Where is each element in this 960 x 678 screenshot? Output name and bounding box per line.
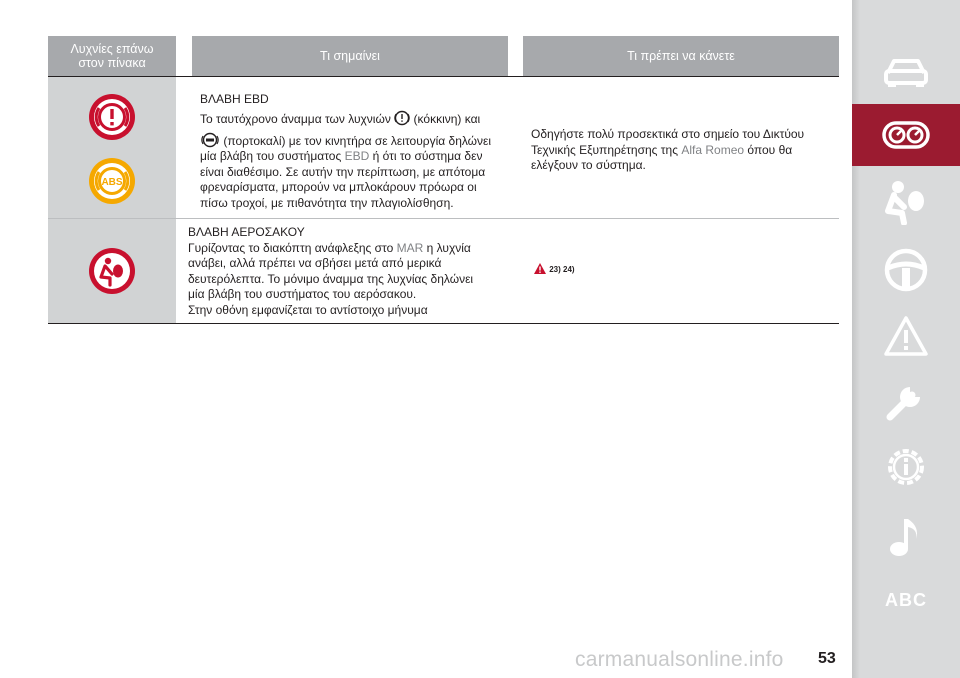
- sidebar-item-dashboard[interactable]: [852, 104, 960, 166]
- row2-description: ΒΛΑΒΗ ΑΕΡΟΣΑΚΟΥ Γυρίζοντας το διακόπτη ανάφλεξης στο MAR η λυχνία ανάβει, αλλά πρέπει να σβήσει μετά από μερικά δευτερόλεπτα. Το μόνιμο άναμμα της λυχνίας δηλώνει μία βλάβη του συστήματος του αερόσακου. Στην οθόνη εμφανίζεται το αντίστοιχο μήνυμα: [188, 225, 508, 318]
- warning-triangle-icon: [533, 262, 547, 275]
- row1-action: Οδηγήστε πολύ προσεκτικά στο σημείο του Δικτύου Τεχνικής Εξυπηρέτησης της Alfa Romeo όπου θα ελέγξουν το σύστημα.: [531, 127, 805, 172]
- sidebar-item-emergency[interactable]: [852, 306, 960, 366]
- header-action: Τι πρέπει να κάνετε: [523, 36, 839, 76]
- sidebar-item-car[interactable]: [852, 40, 960, 102]
- sidebar-item-multimedia[interactable]: [852, 506, 960, 566]
- index-label: ABC: [885, 589, 927, 610]
- sidebar-item-technical-data[interactable]: [852, 436, 960, 498]
- music-note-icon: [886, 513, 926, 559]
- row1-description: Το ταυτόχρονο άναμμα των λυχνιών (κόκκινη) και (πορτοκαλί) με τον κινητήρα σε λειτουργία δηλώνει μία βλάβη του συστήματος EBD ή ότι το σύστημα δεν είναι διαθέσιμο. Σε αυτήν την περίπτωση, με απότομα φρεναρίσματα, μπορούν να μπλοκάρουν πρόωρα οι πίσω τροχοί, με πιθανότητα την πλαγιολίσθηση.: [200, 112, 492, 210]
- wrench-icon: [882, 377, 930, 425]
- brake-inline-icon: [394, 110, 410, 126]
- steering-wheel-icon: [882, 246, 930, 294]
- sidebar-item-maintenance[interactable]: [852, 370, 960, 432]
- abs-inline-icon: [200, 132, 220, 148]
- row1-icon-cell: [48, 77, 176, 218]
- car-icon: [882, 53, 930, 89]
- abs-warning-icon: [48, 147, 176, 217]
- header-lamps: Λυχνίες επάνω στον πίνακα: [48, 36, 176, 76]
- row2-refs[interactable]: 23) 24): [533, 262, 575, 278]
- airbag-seat-icon: [882, 179, 930, 225]
- header-meaning: Τι σημαίνει: [192, 36, 508, 76]
- info-gear-icon: [882, 443, 930, 491]
- row2-icon-cell: [48, 219, 176, 323]
- watermark: carmanualsonline.info: [575, 648, 784, 671]
- row2-title: ΒΛΑΒΗ ΑΕΡΟΣΑΚΟΥ: [188, 225, 305, 239]
- dashboard-icon: [881, 120, 931, 150]
- table-bottom-rule: [48, 323, 839, 324]
- page-number: 53: [818, 650, 836, 667]
- sidebar-item-index[interactable]: [852, 580, 960, 620]
- abs-icon-label: ABS: [101, 177, 123, 188]
- airbag-warning-icon: [48, 219, 176, 323]
- row1-title: ΒΛΑΒΗ EBD: [200, 92, 269, 106]
- sidebar-item-driving[interactable]: [852, 240, 960, 300]
- warning-triangle-icon: [882, 314, 930, 358]
- sidebar-item-safety[interactable]: [852, 172, 960, 232]
